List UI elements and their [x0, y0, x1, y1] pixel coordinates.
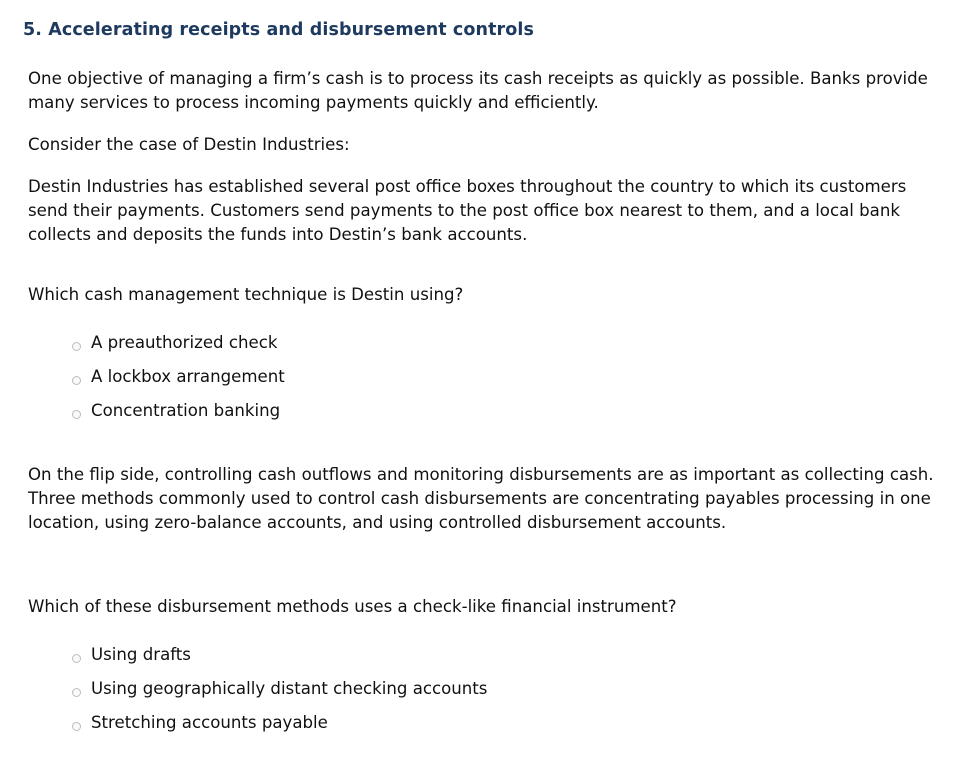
case-description: Destin Industries has established several post office boxes throughout the country to which its customers send their payments. Customers send payments to the post office box nearest to them, and a local bank collects and deposits the funds into Destin’s bank accounts. — [28, 177, 907, 244]
q2-option-using-drafts[interactable] — [72, 637, 487, 671]
q1-option-preauthorized-check[interactable] — [72, 325, 285, 359]
radio-button[interactable] — [72, 342, 81, 351]
radio-button[interactable] — [72, 376, 81, 385]
q1-option-concentration-banking[interactable] — [72, 393, 285, 427]
intro-paragraph: One objective of managing a firm’s cash is to process its cash receipts as quickly as possible. Banks provide many services to process incoming payments quickly and efficiently. — [28, 69, 928, 112]
option-label: Concentration banking — [91, 400, 281, 420]
q2-option-distant-checking-accounts[interactable] — [72, 671, 487, 705]
question-title: 5. Accelerating receipts and disbursement controls — [23, 20, 535, 40]
question-1-options — [72, 325, 285, 427]
option-label: Stretching accounts payable — [91, 712, 328, 732]
option-label: A lockbox arrangement — [91, 366, 285, 386]
question-2-prompt: Which of these disbursement methods uses a check-like financial instrument? — [28, 597, 677, 616]
q2-option-stretching-payables[interactable] — [72, 705, 487, 739]
radio-button[interactable] — [72, 688, 81, 697]
question-1-prompt: Which cash management technique is Destin using? — [28, 285, 464, 304]
case-intro-text: Consider the case of Destin Industries: — [28, 135, 350, 154]
option-label: Using drafts — [91, 644, 191, 664]
option-label: Using geographically distant checking accounts — [91, 678, 488, 698]
q1-option-lockbox-arrangement[interactable] — [72, 359, 285, 393]
question-2-options — [72, 637, 487, 739]
radio-button[interactable] — [72, 654, 81, 663]
option-label: A preauthorized check — [91, 332, 278, 352]
radio-button[interactable] — [72, 410, 81, 419]
radio-button[interactable] — [72, 722, 81, 731]
disbursement-paragraph: On the flip side, controlling cash outflows and monitoring disbursements are as important as collecting cash. Three methods commonly used to control cash disbursements are concentrating payables processing in one location, using zero-balance accounts, and using controlled disbursement accounts. — [28, 465, 934, 532]
